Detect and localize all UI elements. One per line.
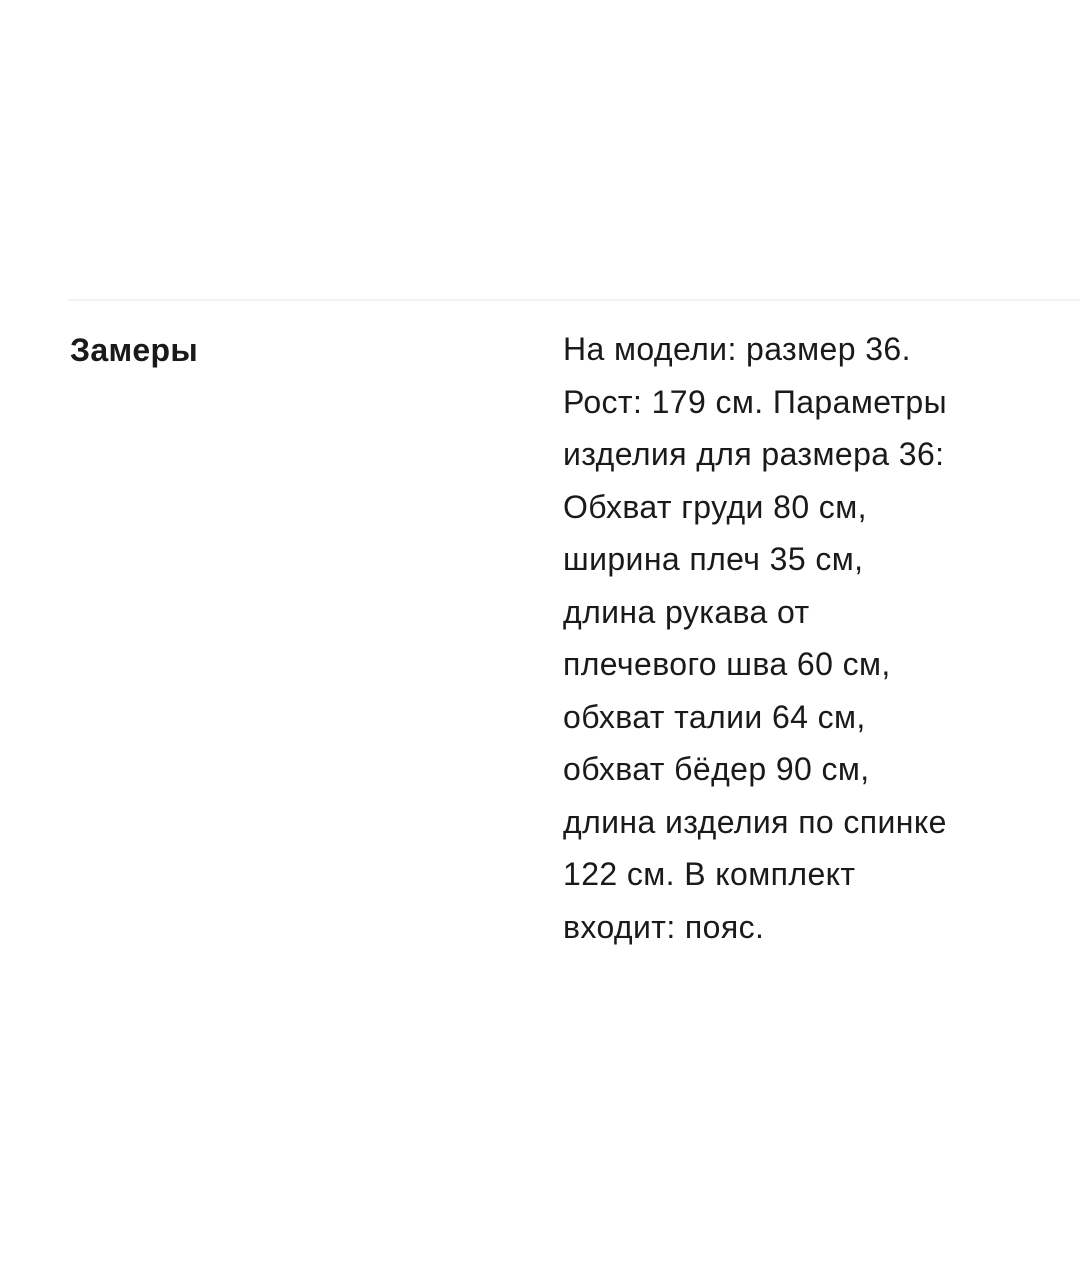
measurements-line: 122 см. В комплект <box>563 856 856 892</box>
measurements-line: ширина плеч 35 см, <box>563 541 864 577</box>
measurements-value <box>563 323 1043 953</box>
section-divider <box>68 299 1080 301</box>
measurements-line: На модели: размер 36. <box>563 331 911 367</box>
measurements-line: Рост: 179 см. Параметры <box>563 383 948 420</box>
measurements-line: Обхват груди 80 см, <box>563 488 867 525</box>
measurements-line: изделия для размера 36: <box>563 436 945 472</box>
measurements-line: обхват бёдер 90 см, <box>563 751 870 787</box>
measurements-line: плечевого шва 60 см, <box>563 646 891 682</box>
measurements-line: длина изделия по спинке <box>563 803 947 840</box>
measurements-label: Замеры <box>70 332 198 368</box>
measurements-line: обхват талии 64 см, <box>563 698 866 735</box>
measurements-line: входит: пояс. <box>563 908 765 945</box>
measurements-line: длина рукава от <box>563 593 810 630</box>
